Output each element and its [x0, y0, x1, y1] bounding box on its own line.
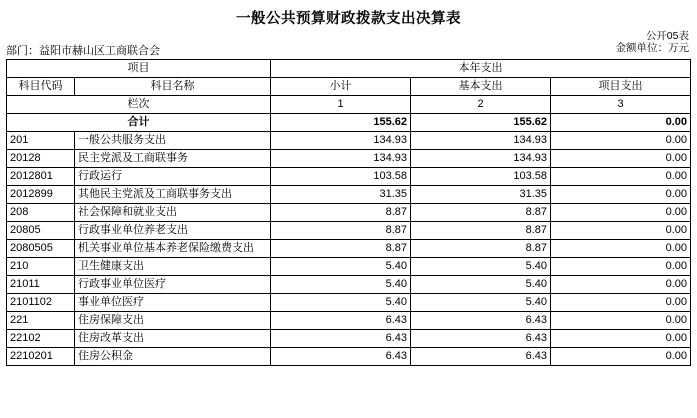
- cell-subtotal: 134.93: [271, 150, 411, 168]
- cell-basic-expenditure: 134.93: [411, 132, 551, 150]
- cell-project-expenditure: 0.00: [551, 330, 691, 348]
- cell-subtotal: 6.43: [271, 312, 411, 330]
- cell-subject-name: 事业单位医疗: [75, 294, 271, 312]
- cell-basic-expenditure: 8.87: [411, 240, 551, 258]
- header-group-project: 项目: [7, 60, 271, 78]
- table-total-row: [7, 114, 691, 132]
- cell-subject-code: 21011: [7, 276, 75, 294]
- table-row: [7, 204, 691, 222]
- cell-subject-code: 2012801: [7, 168, 75, 186]
- cell-project-expenditure: 0.00: [551, 186, 691, 204]
- table-header-group-row: [7, 60, 691, 78]
- total-basic: 155.62: [411, 114, 551, 132]
- cell-basic-expenditure: 5.40: [411, 258, 551, 276]
- page-title: 一般公共预算财政拨款支出决算表: [236, 11, 461, 27]
- cell-project-expenditure: 0.00: [551, 348, 691, 366]
- cell-basic-expenditure: 134.93: [411, 150, 551, 168]
- cell-subject-code: 2210201: [7, 348, 75, 366]
- cell-subject-code: 221: [7, 312, 75, 330]
- table-row: [7, 240, 691, 258]
- header-col-code: 科目代码: [7, 78, 75, 96]
- cell-subject-code: 208: [7, 204, 75, 222]
- cell-subject-name: 其他民主党派及工商联事务支出: [75, 186, 271, 204]
- table-header-columns-row: [7, 78, 691, 96]
- cell-basic-expenditure: 6.43: [411, 330, 551, 348]
- header-index-3: 3: [551, 96, 691, 114]
- cell-subtotal: 134.93: [271, 132, 411, 150]
- cell-subject-name: 住房改革支出: [75, 330, 271, 348]
- cell-subject-name: 民主党派及工商联事务: [75, 150, 271, 168]
- table-body: [7, 132, 691, 366]
- header-col-subtotal: 小计: [271, 78, 411, 96]
- document-meta: [0, 30, 697, 57]
- header-col-name: 科目名称: [75, 78, 271, 96]
- cell-basic-expenditure: 8.87: [411, 222, 551, 240]
- cell-subject-code: 2101102: [7, 294, 75, 312]
- department-line: [6, 42, 160, 58]
- cell-subject-name: 社会保障和就业支出: [75, 204, 271, 222]
- cell-subtotal: 5.40: [271, 294, 411, 312]
- header-col-basic: 基本支出: [411, 78, 551, 96]
- cell-project-expenditure: 0.00: [551, 168, 691, 186]
- cell-subject-name: 一般公共服务支出: [75, 132, 271, 150]
- budget-expenditure-table: [6, 59, 691, 366]
- total-subtotal: 155.62: [271, 114, 411, 132]
- cell-subject-code: 20805: [7, 222, 75, 240]
- cell-basic-expenditure: 103.58: [411, 168, 551, 186]
- cell-subtotal: 5.40: [271, 276, 411, 294]
- cell-subject-name: 住房保障支出: [75, 312, 271, 330]
- cell-project-expenditure: 0.00: [551, 312, 691, 330]
- cell-subtotal: 8.87: [271, 240, 411, 258]
- cell-subject-name: 行政运行: [75, 168, 271, 186]
- cell-project-expenditure: 0.00: [551, 294, 691, 312]
- cell-basic-expenditure: 31.35: [411, 186, 551, 204]
- cell-subtotal: 8.87: [271, 204, 411, 222]
- table-row: [7, 276, 691, 294]
- table-row: [7, 132, 691, 150]
- cell-subtotal: 5.40: [271, 258, 411, 276]
- department-name: 益阳市赫山区工商联合会: [39, 45, 160, 57]
- header-row-label: 栏次: [7, 96, 271, 114]
- table-row: [7, 312, 691, 330]
- cell-basic-expenditure: 6.43: [411, 348, 551, 366]
- cell-project-expenditure: 0.00: [551, 204, 691, 222]
- cell-subtotal: 6.43: [271, 348, 411, 366]
- meta-right-block: [616, 30, 690, 54]
- cell-subject-name: 机关事业单位基本养老保险缴费支出: [75, 240, 271, 258]
- header-col-project: 项目支出: [551, 78, 691, 96]
- cell-subject-code: 201: [7, 132, 75, 150]
- cell-subject-code: 210: [7, 258, 75, 276]
- cell-subject-name: 行政事业单位医疗: [75, 276, 271, 294]
- cell-project-expenditure: 0.00: [551, 240, 691, 258]
- header-group-current-year: 本年支出: [271, 60, 691, 78]
- cell-subject-code: 22102: [7, 330, 75, 348]
- cell-subject-code: 20128: [7, 150, 75, 168]
- total-label: 合计: [7, 114, 271, 132]
- table-row: [7, 168, 691, 186]
- cell-subject-code: 2012899: [7, 186, 75, 204]
- table-row: [7, 222, 691, 240]
- table-row: [7, 348, 691, 366]
- header-index-2: 2: [411, 96, 551, 114]
- cell-subject-name: 行政事业单位养老支出: [75, 222, 271, 240]
- table-row: [7, 330, 691, 348]
- cell-subtotal: 31.35: [271, 186, 411, 204]
- cell-project-expenditure: 0.00: [551, 132, 691, 150]
- cell-project-expenditure: 0.00: [551, 222, 691, 240]
- cell-project-expenditure: 0.00: [551, 150, 691, 168]
- cell-subject-name: 卫生健康支出: [75, 258, 271, 276]
- cell-basic-expenditure: 8.87: [411, 204, 551, 222]
- cell-basic-expenditure: 5.40: [411, 294, 551, 312]
- cell-project-expenditure: 0.00: [551, 258, 691, 276]
- cell-subject-code: 2080505: [7, 240, 75, 258]
- table-header-index-row: [7, 96, 691, 114]
- cell-basic-expenditure: 5.40: [411, 276, 551, 294]
- total-project: 0.00: [551, 114, 691, 132]
- cell-project-expenditure: 0.00: [551, 276, 691, 294]
- table-row: [7, 150, 691, 168]
- document-page: [0, 7, 697, 418]
- table-row: [7, 294, 691, 312]
- department-label: 部门：: [6, 45, 39, 57]
- cell-subtotal: 103.58: [271, 168, 411, 186]
- header-index-1: 1: [271, 96, 411, 114]
- cell-subject-name: 住房公积金: [75, 348, 271, 366]
- amount-unit: 金额单位：万元: [615, 42, 689, 54]
- form-number: 公开05表: [645, 30, 689, 42]
- cell-basic-expenditure: 6.43: [411, 312, 551, 330]
- table-row: [7, 258, 691, 276]
- cell-subtotal: 6.43: [271, 330, 411, 348]
- cell-subtotal: 8.87: [271, 222, 411, 240]
- table-row: [7, 186, 691, 204]
